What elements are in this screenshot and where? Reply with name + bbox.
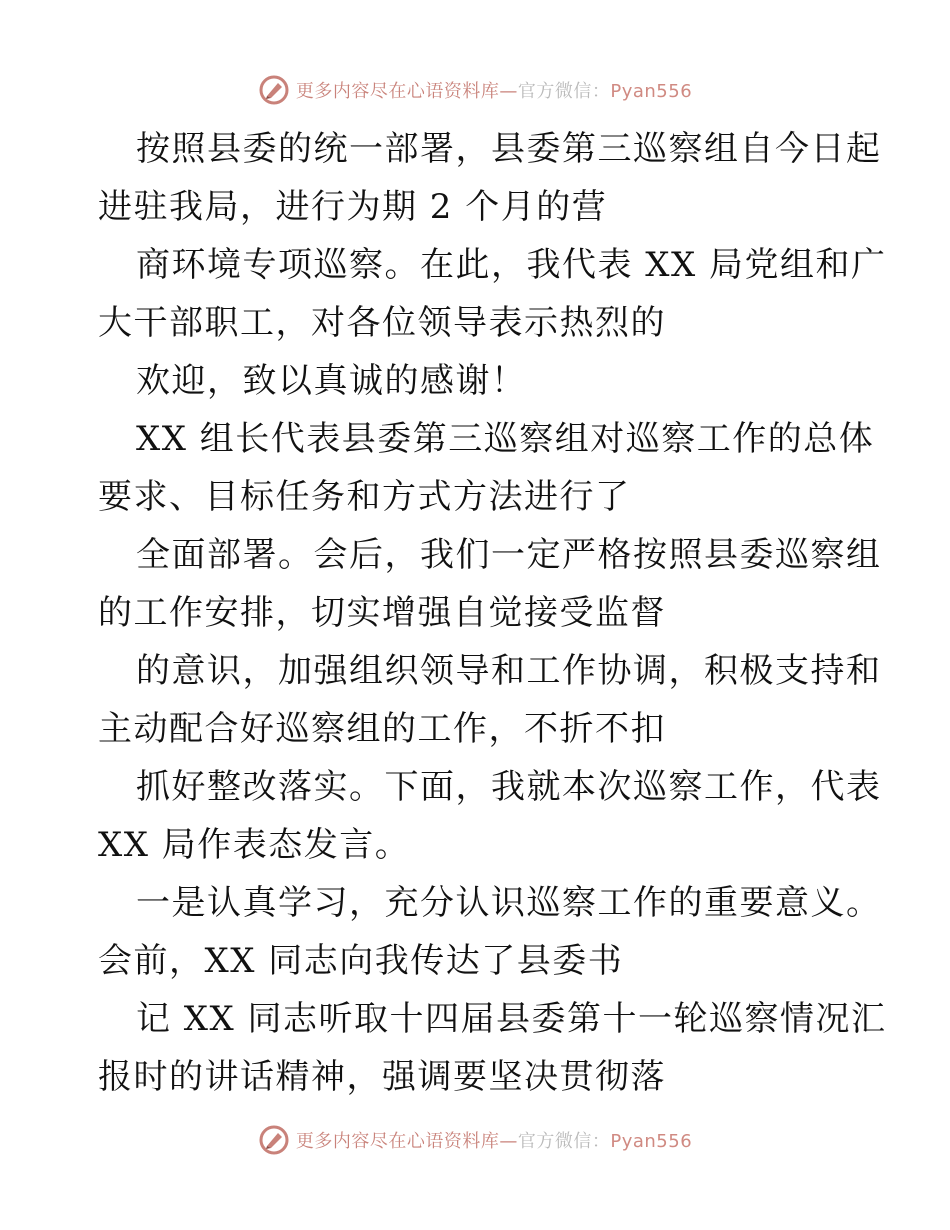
watermark-handle: Pyan556 (610, 81, 693, 102)
paragraph-line: 一是认真学习，充分认识巡察工作的重要意义。 (136, 883, 882, 923)
paragraph-line: 大干部职工，对各位领导表示热烈的 (98, 303, 666, 343)
pen-circle-logo-icon (258, 74, 290, 106)
paragraph-line: XX 组长代表县委第三巡察组对巡察工作的总体 (136, 419, 875, 459)
paragraph-line: 报时的讲话精神，强调要坚决贯彻落 (98, 1057, 666, 1097)
watermark-main-text: 更多内容尽在心语资料库 (295, 1131, 500, 1152)
paragraph-line: XX 局作表态发言。 (98, 825, 411, 865)
paragraph-line: 要求、目标任务和方式方法进行了 (98, 477, 631, 517)
watermark-official-label: 官方微信： (517, 1131, 611, 1152)
paragraph-line: 抓好整改落实。下面，我就本次巡察工作，代表 (136, 767, 882, 807)
watermark-handle: Pyan556 (610, 1131, 693, 1152)
paragraph-line: 会前，XX 同志向我传达了县委书 (98, 941, 624, 981)
paragraph-line: 按照县委的统一部署，县委第三巡察组自今日起 (136, 129, 882, 169)
watermark-text (296, 77, 692, 103)
document-body (98, 120, 887, 1106)
paragraph-line: 主动配合好巡察组的工作，不折不扣 (98, 709, 666, 749)
footer-watermark (0, 1120, 950, 1160)
paragraph-line: 商环境专项巡察。在此，我代表 XX 局党组和广 (136, 245, 887, 285)
pen-circle-logo-icon (258, 1124, 290, 1156)
paragraph-line: 进驻我局，进行为期 2 个月的营 (98, 187, 608, 227)
watermark-text (296, 1127, 692, 1153)
watermark-separator: — (499, 1131, 518, 1152)
watermark-separator: — (499, 81, 518, 102)
paragraph-line: 欢迎，致以真诚的感谢！ (136, 361, 527, 401)
header-watermark (0, 70, 950, 110)
paragraph-line: 全面部署。会后，我们一定严格按照县委巡察组 (136, 535, 882, 575)
paragraph-line: 记 XX 同志听取十四届县委第十一轮巡察情况汇 (136, 999, 887, 1039)
paragraph-line: 的工作安排，切实增强自觉接受监督 (98, 593, 666, 633)
watermark-official-label: 官方微信： (517, 81, 611, 102)
watermark-main-text: 更多内容尽在心语资料库 (295, 81, 500, 102)
paragraph-line: 的意识，加强组织领导和工作协调，积极支持和 (136, 651, 882, 691)
